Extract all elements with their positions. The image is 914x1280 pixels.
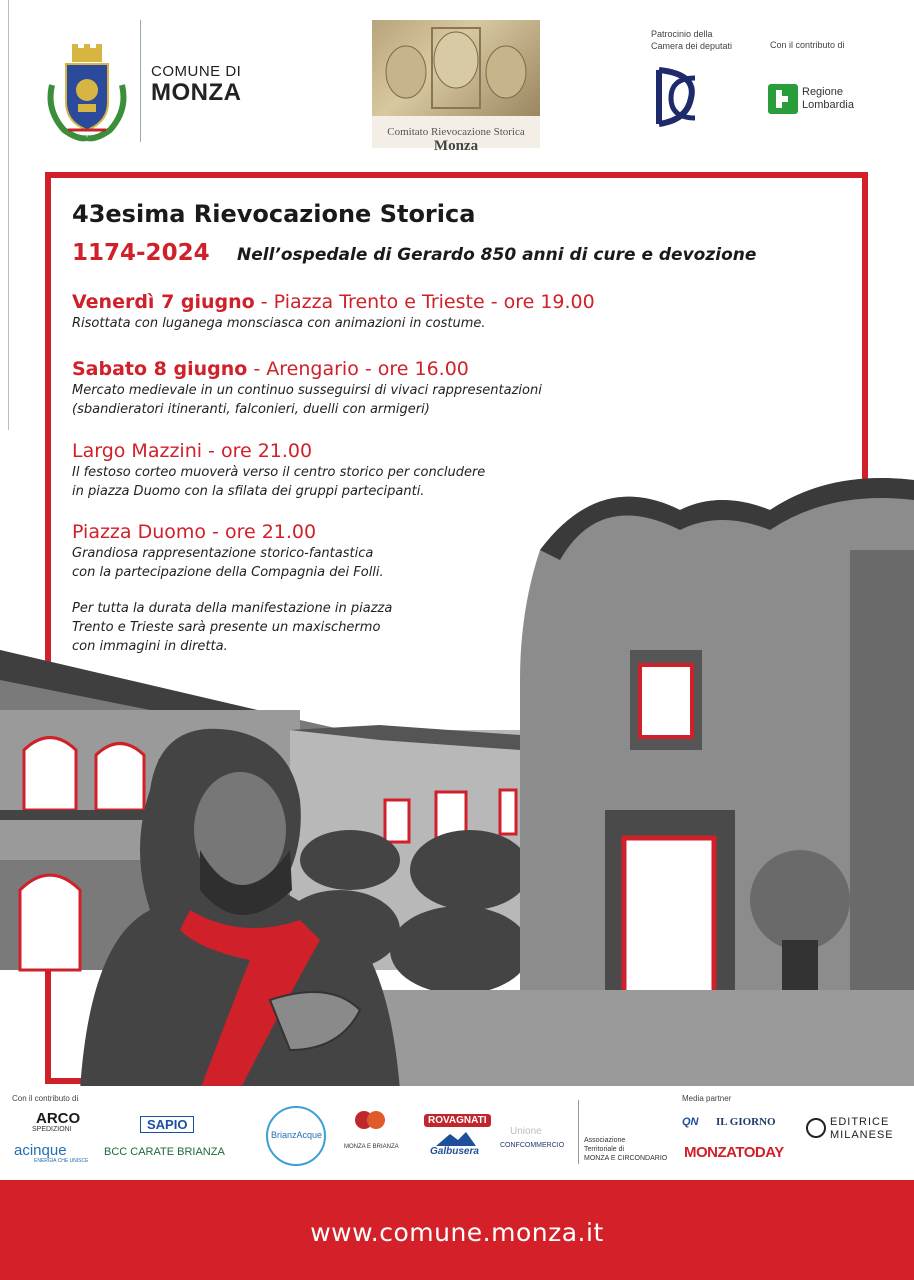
sponsors-contributo-label: Con il contributo di bbox=[12, 1094, 79, 1103]
event-place-time: - Arengario - ore 16.00 bbox=[247, 358, 469, 380]
event-largo-mazzini bbox=[72, 439, 672, 501]
event-place-time: - Piazza Trento e Trieste - ore 19.00 bbox=[254, 291, 595, 313]
comune-line1: COMUNE DI bbox=[151, 63, 242, 80]
header bbox=[0, 0, 914, 160]
monza-crest-logo bbox=[42, 40, 132, 144]
acinque-sub: ENERGIA CHE UNISCE bbox=[34, 1158, 89, 1164]
regione-icon bbox=[768, 84, 798, 114]
event-sabato bbox=[72, 357, 672, 419]
brianzacque-logo: BrianzAcque bbox=[271, 1130, 323, 1140]
header-contributo-label: Con il contributo di bbox=[770, 40, 845, 50]
note-line: Trento e Trieste sarà presente un maxischermo bbox=[72, 620, 381, 635]
event-description: con la partecipazione della Compagnia dei Folli. bbox=[72, 565, 384, 580]
regione-line1: Regione bbox=[802, 86, 843, 98]
event-description: Grandiosa rappresentazione storico-fantastica bbox=[72, 546, 374, 561]
galbusera-mountain-icon bbox=[436, 1132, 476, 1146]
patrocinio-line1: Patrocinio della bbox=[651, 29, 713, 39]
event-description: Mercato medievale in un continuo susseguirsi di vivaci rappresentazioni bbox=[72, 383, 542, 398]
editrice-icon bbox=[806, 1118, 826, 1138]
event-heading bbox=[72, 357, 672, 381]
qn-logo: QN bbox=[682, 1116, 699, 1128]
comune-line2: MONZA bbox=[151, 79, 242, 106]
unione-text: Unione bbox=[510, 1126, 542, 1137]
comitato-painting bbox=[372, 20, 540, 116]
poster-years: 1174-2024 bbox=[72, 240, 210, 266]
maxischermo-note bbox=[72, 599, 392, 656]
associazione-logo bbox=[584, 1136, 667, 1163]
associazione-line3: MONZA E CIRCONDARIO bbox=[584, 1155, 668, 1162]
event-venerdi bbox=[72, 290, 672, 333]
camera-deputati-logo bbox=[651, 64, 701, 130]
editrice-line2: MILANESE bbox=[830, 1129, 894, 1141]
galbusera-logo: Galbusera bbox=[430, 1146, 479, 1157]
monza-brianza-icon bbox=[350, 1108, 390, 1136]
sponsor-strip bbox=[0, 1086, 914, 1178]
patrocinio-label bbox=[651, 28, 732, 52]
event-heading bbox=[72, 290, 672, 314]
associazione-line1: Associazione bbox=[584, 1137, 626, 1144]
event-date: Venerdì 7 giugno bbox=[72, 291, 255, 313]
note-line: con immagini in diretta. bbox=[72, 639, 228, 654]
event-heading: Largo Mazzini - ore 21.00 bbox=[72, 440, 313, 462]
monzatoday-logo: MONZATODAY bbox=[684, 1144, 784, 1161]
comitato-name: Comitato Rievocazione Storica bbox=[387, 126, 525, 138]
arco-logo: ARCO bbox=[36, 1110, 81, 1127]
sponsor-divider bbox=[578, 1100, 579, 1164]
editrice-milanese-logo bbox=[830, 1116, 894, 1142]
comune-website-link[interactable]: www.comune.monza.it bbox=[310, 1218, 604, 1247]
event-description: (sbandieratori itineranti, falconieri, duelli con armigeri) bbox=[72, 402, 430, 417]
sapio-logo: SAPIO bbox=[140, 1116, 194, 1133]
event-description: in piazza Duomo con la sfilata dei gruppi partecipanti. bbox=[72, 484, 425, 499]
comitato-city: Monza bbox=[433, 138, 479, 154]
comitato-logo bbox=[372, 20, 540, 154]
confcommercio-logo: CONFCOMMERCIO bbox=[500, 1142, 565, 1149]
event-piazza-duomo bbox=[72, 520, 672, 582]
header-divider bbox=[140, 20, 141, 142]
rovagnati-logo: ROVAGNATI bbox=[424, 1114, 491, 1127]
poster-subtitle: Nell’ospedale di Gerardo 850 anni di cure e devozione bbox=[237, 245, 757, 265]
acinque-logo: acinque bbox=[14, 1142, 67, 1159]
event-description: Risottata con luganega monsciasca con animazioni in costume. bbox=[72, 316, 486, 331]
monza-brianza-logo: MONZA E BRIANZA bbox=[344, 1144, 399, 1150]
comune-di-monza-logo bbox=[151, 64, 241, 105]
regione-line2: Lombardia bbox=[802, 99, 854, 111]
event-heading: Piazza Duomo - ore 21.00 bbox=[72, 521, 317, 543]
event-date: Sabato 8 giugno bbox=[72, 358, 248, 380]
regione-text bbox=[802, 86, 854, 112]
note-line: Per tutta la durata della manifestazione in piazza bbox=[72, 601, 393, 616]
editrice-line1: EDITRICE bbox=[830, 1116, 890, 1128]
poster-title: 43esima Rievocazione Storica bbox=[72, 200, 476, 228]
arco-sub: SPEDIZIONI bbox=[32, 1126, 72, 1133]
media-partner-label: Media partner bbox=[682, 1094, 732, 1103]
il-giorno-logo: IL GIORNO bbox=[716, 1116, 776, 1128]
patrocinio-line2: Camera dei deputati bbox=[651, 41, 733, 51]
bcc-logo: BCC CARATE BRIANZA bbox=[104, 1146, 225, 1158]
associazione-line2: Territoriale di bbox=[584, 1146, 625, 1153]
footer-bar bbox=[0, 1180, 914, 1280]
event-description: Il festoso corteo muoverà verso il centro storico per concludere bbox=[72, 465, 486, 480]
